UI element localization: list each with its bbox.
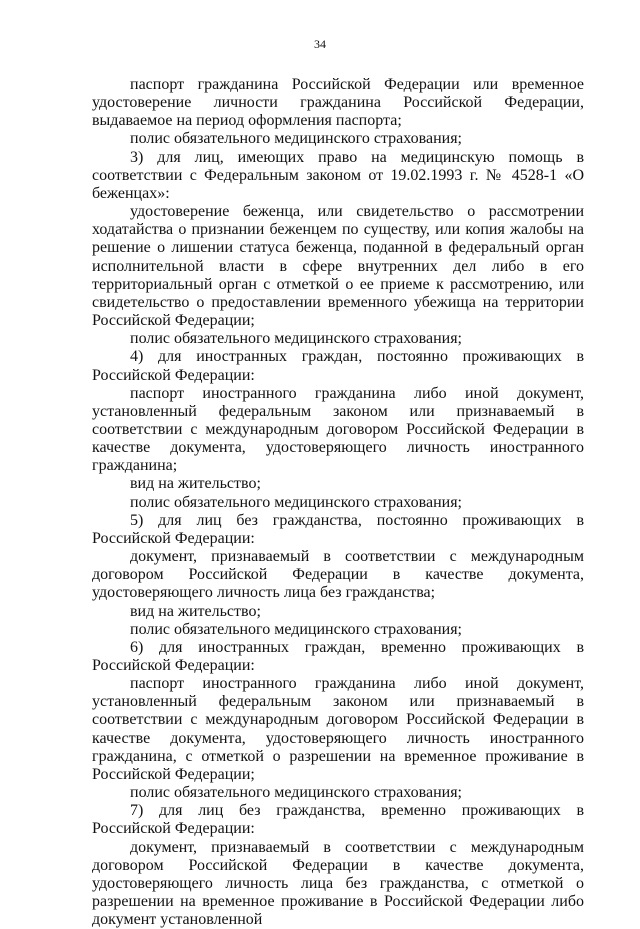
paragraph-item-7-stateless-temporary: 7) для лиц без гражданства, временно проживающих в Российской Федерации: <box>92 802 584 838</box>
paragraph-residence-permit: вид на жительство; <box>130 475 261 493</box>
paragraph-oms-policy: полис обязательного медицинского страхования; <box>130 784 462 802</box>
paragraph-stateless-document: документ, признаваемый в соответствии с международным договором Российской Федерации в качестве документа, удостоверяющего личность лица без гражданства; <box>92 548 584 602</box>
paragraph-stateless-document-temporary: документ, признаваемый в соответствии с международным договором Российской Федерации в качестве документа, удостоверяющего личность лица без гражданства, с отметкой о разрешении на временное проживание в Российской Федерации либо документ установленной <box>92 838 584 929</box>
document-body <box>92 76 584 929</box>
paragraph-item-3-refugees: 3) для лиц, имеющих право на медицинскую помощь в соответствии с Федеральным законом от 19.02.1993 г. № 4528-1 «О беженцах»: <box>92 148 584 202</box>
paragraph-oms-policy: полис обязательного медицинского страхования; <box>130 493 462 511</box>
paragraph-item-6-foreign-temporary: 6) для иностранных граждан, временно проживающих в Российской Федерации: <box>92 638 584 674</box>
paragraph-oms-policy: полис обязательного медицинского страхования; <box>130 620 462 638</box>
paragraph-passport-rf: паспорт гражданина Российской Федерации или временное удостоверение личности гражданина Российской Федерации, выдаваемое на период оформления паспорта; <box>92 76 584 130</box>
paragraph-oms-policy: полис обязательного медицинского страхования; <box>130 330 462 348</box>
paragraph-foreign-passport-temporary: паспорт иностранного гражданина либо иной документ, установленный федеральным законом или признаваемый в соответствии с международным договором Российской Федерации в качестве документа, удостоверяющего личность иностранного гражданина, с отметкой о разрешении на временное проживание в Российской Федерации; <box>92 675 584 783</box>
paragraph-foreign-passport: паспорт иностранного гражданина либо иной документ, установленный федеральным законом или признаваемый в соответствии с международным договором Российской Федерации в качестве документа, удостоверяющего личность иностранного гражданина; <box>92 384 584 475</box>
paragraph-refugee-documents: удостоверение беженца, или свидетельство о рассмотрении ходатайства о признании беженцем по существу, или копия жалобы на решение о лишении статуса беженца, поданной в федеральный орган исполнительной власти в сфере внутренних дел либо в его территориальный орган с отметкой о ее приеме к рассмотрению, или свидетельство о предоставлении временного убежища на территории Российской Федерации; <box>92 203 584 330</box>
page-number: 34 <box>314 37 326 51</box>
paragraph-oms-policy: полис обязательного медицинского страхования; <box>130 130 462 148</box>
paragraph-item-5-stateless-permanent: 5) для лиц без гражданства, постоянно проживающих в Российской Федерации: <box>92 511 584 547</box>
paragraph-item-4-foreign-permanent: 4) для иностранных граждан, постоянно проживающих в Российской Федерации: <box>92 348 584 384</box>
paragraph-residence-permit: вид на жительство; <box>130 602 261 620</box>
